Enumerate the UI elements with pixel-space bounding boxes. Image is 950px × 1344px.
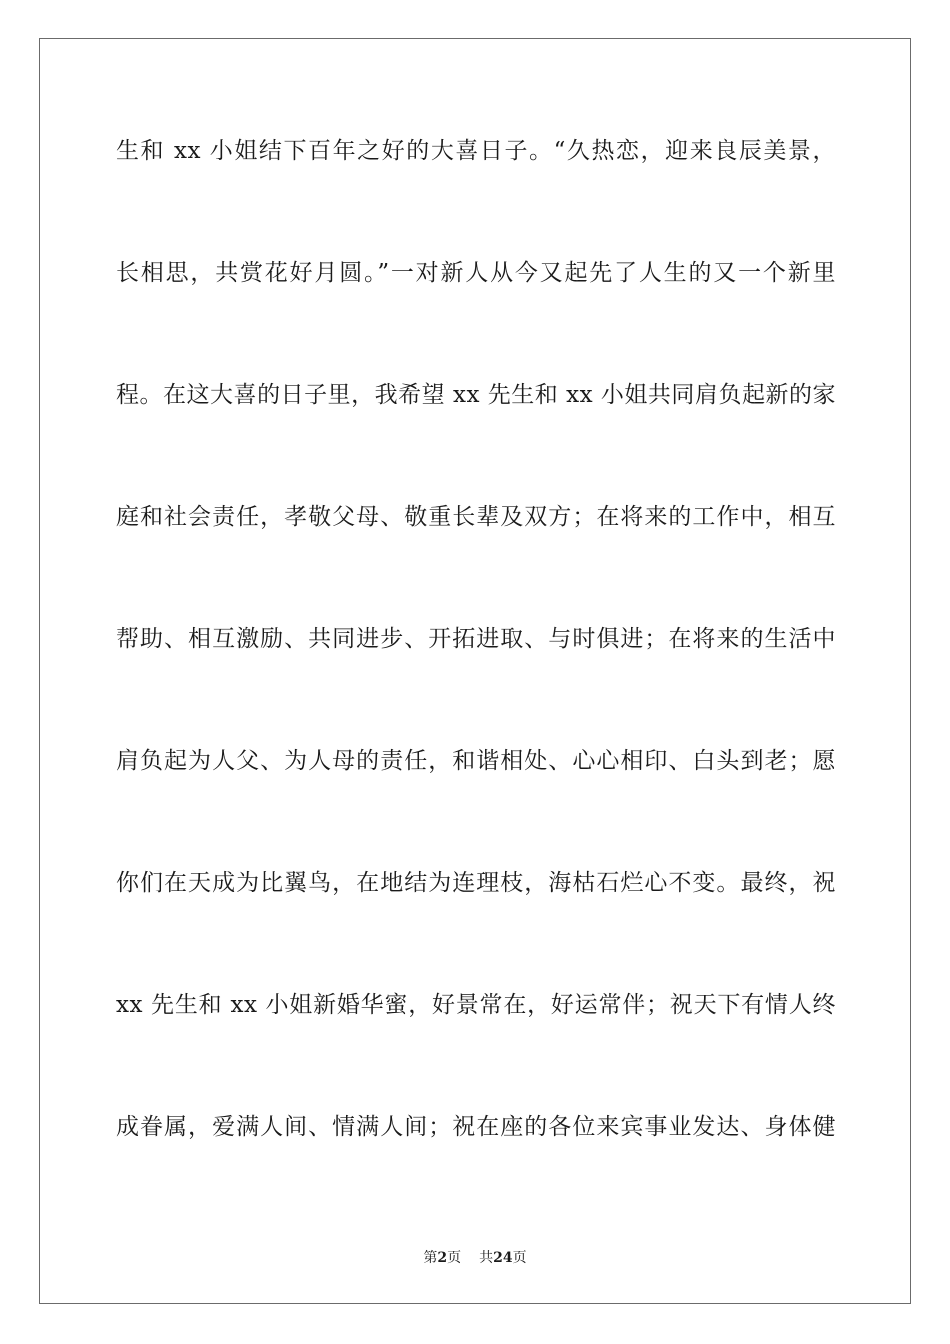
text-line-6: 肩负起为人父、为人母的责任，和谐相处、心心相印、白头到老；愿 bbox=[116, 748, 836, 774]
current-page-number: 2 bbox=[437, 1250, 448, 1266]
text-line-4: 庭和社会责任，孝敬父母、敬重长辈及双方；在将来的工作中，相互 bbox=[116, 504, 836, 530]
text-line-5: 帮助、相互激励、共同进步、开拓进取、与时俱进；在将来的生活中 bbox=[116, 626, 836, 652]
total-page-count: 24 bbox=[493, 1250, 513, 1266]
text-line-8: xx 先生和 xx 小姐新婚华蜜，好景常在，好运常伴；祝天下有情人终 bbox=[116, 992, 836, 1018]
page-footer bbox=[0, 1247, 950, 1267]
page-suffix: 页 bbox=[447, 1250, 462, 1266]
total-suffix: 页 bbox=[512, 1250, 527, 1266]
text-line-3: 程。在这大喜的日子里，我希望 xx 先生和 xx 小姐共同肩负起新的家 bbox=[116, 382, 836, 408]
document-body bbox=[116, 128, 836, 1226]
total-prefix: 共 bbox=[479, 1250, 494, 1266]
text-line-1: 生和 xx 小姐结下百年之好的大喜日子。“久热恋，迎来良辰美景， bbox=[116, 138, 836, 164]
text-line-2: 长相思，共赏花好月圆。”一对新人从今又起先了人生的又一个新里 bbox=[116, 260, 836, 286]
page-prefix: 第 bbox=[423, 1250, 438, 1266]
text-line-9: 成眷属，爱满人间、情满人间；祝在座的各位来宾事业发达、身体健 bbox=[116, 1114, 836, 1140]
text-line-7: 你们在天成为比翼鸟，在地结为连理枝，海枯石烂心不变。最终，祝 bbox=[116, 870, 836, 896]
